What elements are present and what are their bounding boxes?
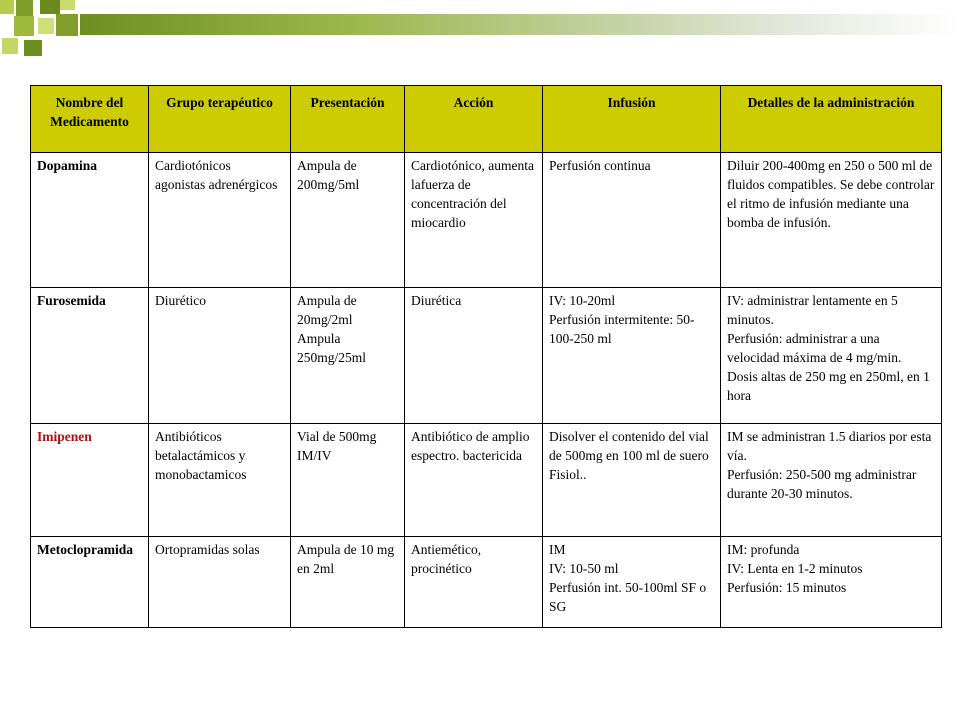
header-nombre: Nombre del Medicamento — [31, 86, 149, 153]
decor-square — [2, 38, 18, 54]
cell-presentation: Ampula de 20mg/2ml Ampula 250mg/25ml — [291, 288, 405, 424]
decor-square — [38, 18, 54, 34]
cell-infusion: IV: 10-20ml Perfusión intermitente: 50-100-250 ml — [543, 288, 721, 424]
decor-square — [40, 0, 60, 14]
cell-details: IM: profunda IV: Lenta en 1-2 minutos Perfusión: 15 minutos — [721, 537, 942, 628]
decor-square — [16, 0, 33, 17]
decor-square — [0, 0, 14, 14]
cell-presentation: Ampula de 10 mg en 2ml — [291, 537, 405, 628]
header-presentacion: Presentación — [291, 86, 405, 153]
decor-square — [14, 16, 34, 36]
cell-action: Diurética — [405, 288, 543, 424]
cell-group: Diurético — [149, 288, 291, 424]
cell-name: Metoclopramida — [31, 537, 149, 628]
table-row — [31, 424, 942, 537]
cell-presentation: Ampula de 200mg/5ml — [291, 153, 405, 288]
table-body — [31, 153, 942, 628]
cell-infusion: Disolver el contenido del vial de 500mg en 100 ml de suero Fisiol.. — [543, 424, 721, 537]
cell-details: IM se administran 1.5 diarios por esta vía. Perfusión: 250-500 mg administrar durante 20-30 minutos. — [721, 424, 942, 537]
cell-infusion: Perfusión continua — [543, 153, 721, 288]
cell-name: Furosemida — [31, 288, 149, 424]
cell-details: Diluir 200-400mg en 250 o 500 ml de fluidos compatibles. Se debe controlar el ritmo de infusión mediante una bomba de infusión. — [721, 153, 942, 288]
cell-infusion: IM IV: 10-50 ml Perfusión int. 50-100ml SF o SG — [543, 537, 721, 628]
cell-group: Ortopramidas solas — [149, 537, 291, 628]
table-row — [31, 537, 942, 628]
cell-group: Cardiotónicos agonistas adrenérgicos — [149, 153, 291, 288]
cell-action: Antiemético, procinético — [405, 537, 543, 628]
cell-action: Cardiotónico, aumenta lafuerza de concentración del miocardio — [405, 153, 543, 288]
table-row — [31, 288, 942, 424]
cell-presentation: Vial de 500mg IM/IV — [291, 424, 405, 537]
cell-name: Dopamina — [31, 153, 149, 288]
header-detalles: Detalles de la administración — [721, 86, 942, 153]
cell-details: IV: administrar lentamente en 5 minutos. Perfusión: administrar a una velocidad máxima de 4 mg/min. Dosis altas de 250 mg en 250ml, en 1 hora — [721, 288, 942, 424]
table-header — [31, 86, 942, 153]
cell-name: Imipenen — [31, 424, 149, 537]
medication-table — [30, 85, 942, 628]
header-row — [31, 86, 942, 153]
decor-square — [56, 14, 78, 36]
header-infusion: Infusión — [543, 86, 721, 153]
header-accion: Acción — [405, 86, 543, 153]
decor-square — [24, 40, 42, 56]
table-row — [31, 153, 942, 288]
cell-group: Antibióticos betalactámicos y monobactamicos — [149, 424, 291, 537]
header-gradient-bar — [80, 14, 960, 35]
header-grupo: Grupo terapéutico — [149, 86, 291, 153]
decor-square — [60, 0, 75, 10]
cell-action: Antibiótico de amplio espectro. bactericida — [405, 424, 543, 537]
